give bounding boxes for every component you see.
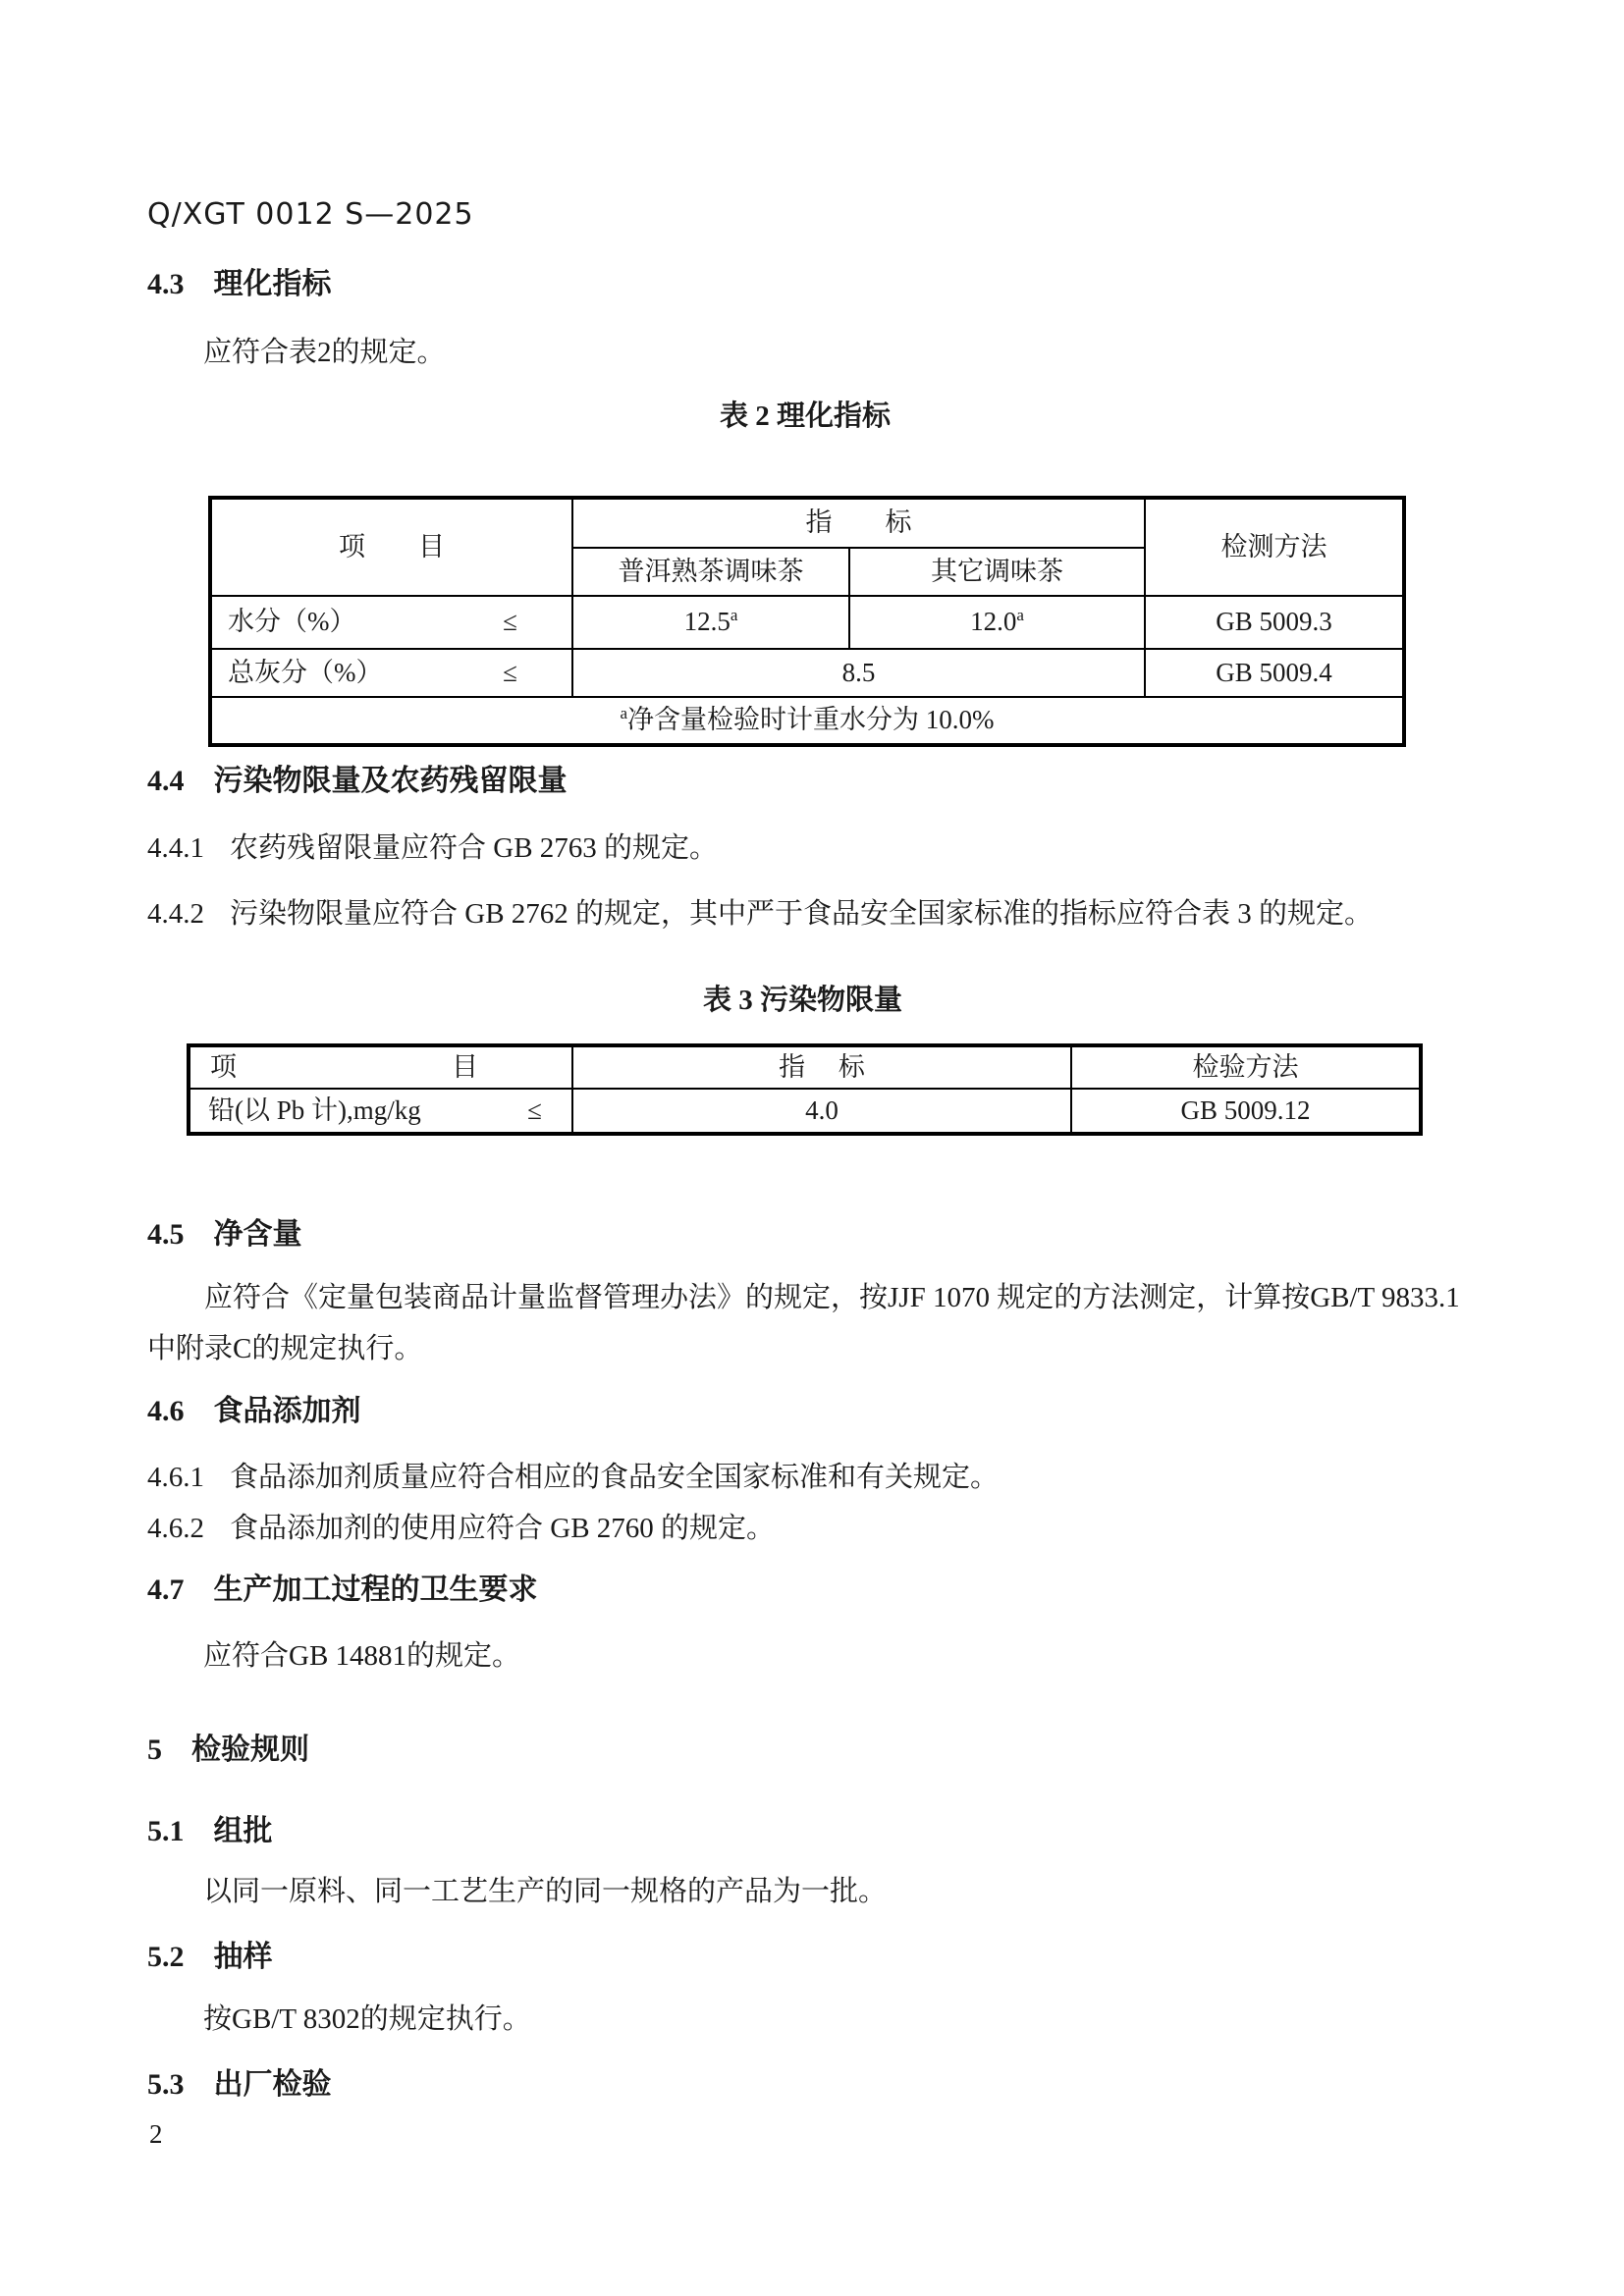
section-5-3-heading: 5.3 出厂检验 [147, 2068, 332, 2101]
item-operator: ≤ [503, 607, 517, 637]
section-number: 4.3 [147, 268, 185, 300]
section-title: 理化指标 [213, 268, 332, 300]
item-label: 水分（%） [228, 607, 356, 637]
table-row [210, 649, 1404, 697]
page-number: 2 [149, 2119, 163, 2149]
section-5-heading: 5 检验规则 [147, 1734, 309, 1766]
table-2-footnote-row [210, 697, 1404, 745]
table-3-caption: 表 3 污染物限量 [702, 985, 902, 1016]
footnote-marker: a [1016, 606, 1024, 625]
table-2-ash-item [210, 649, 572, 697]
section-5-2-body: 按GB/T 8302的规定执行。 [203, 2003, 531, 2035]
table-2-header-puer: 普洱熟茶调味茶 [572, 548, 849, 596]
item-label: 铅(以 Pb 计),mg/kg [208, 1095, 421, 1125]
table-2-footnote: $^a$净含量检验时计重水分为 10.0% [210, 697, 1404, 745]
section-5-1-heading: 5.1 组批 [147, 1815, 273, 1847]
clause-4-4-1: 4.4.1 农药残留限量应符合 GB 2763 的规定。 [147, 832, 719, 864]
section-4-4-heading: 4.4 污染物限量及农药残留限量 [147, 765, 568, 797]
table-2-moisture-other-value: 12.0$^a$ [849, 596, 1145, 649]
table-2-moisture-puer-value: 12.5$^a$ [572, 596, 849, 649]
section-4-3-body: 应符合表2的规定。 [203, 337, 446, 368]
table-3-contaminant-limits [187, 1043, 1423, 1136]
clause-4-6-1: 4.6.1 食品添加剂质量应符合相应的食品安全国家标准和有关规定。 [147, 1462, 1000, 1493]
table-3-header-row [189, 1045, 1421, 1089]
table-2-caption: 表 2 理化指标 [719, 400, 891, 432]
table-3-lead-value: 4.0 [572, 1089, 1071, 1134]
table-3-header-item: 项 目 [189, 1045, 572, 1089]
table-2-moisture-method: GB 5009.3 [1145, 596, 1404, 649]
section-4-5-heading: 4.5 净含量 [147, 1218, 302, 1251]
table-2-ash-method: GB 5009.4 [1145, 649, 1404, 697]
table-row [189, 1089, 1421, 1134]
section-4-3-heading [147, 267, 332, 302]
table-2-header-item: 项 目 [210, 498, 572, 596]
table-3-lead-method: GB 5009.12 [1071, 1089, 1421, 1134]
section-4-6-heading: 4.6 食品添加剂 [147, 1395, 361, 1427]
clause-4-6-2: 4.6.2 食品添加剂的使用应符合 GB 2760 的规定。 [147, 1513, 776, 1544]
section-4-5-body: 应符合《定量包装商品计量监督管理办法》的规定，按JJF 1070 规定的方法测定，计算按GB/T 9833.1 中附录C的规定执行。 [147, 1282, 1460, 1364]
table-2-header-other: 其它调味茶 [849, 548, 1145, 596]
item-operator: ≤ [503, 657, 517, 687]
table-3-header-indicator: 指 标 [572, 1045, 1071, 1089]
section-5-2-heading: 5.2 抽样 [147, 1941, 273, 1973]
table-2-ash-merged-value: 8.5 [572, 649, 1145, 697]
item-operator: ≤ [527, 1095, 542, 1125]
table-3-header-method: 检验方法 [1071, 1045, 1421, 1089]
table-2-moisture-item [210, 596, 572, 649]
footnote-marker: a [620, 704, 628, 723]
item-label: 总灰分（%） [228, 657, 383, 687]
table-2-header-method: 检测方法 [1145, 498, 1404, 596]
table-row [210, 596, 1404, 649]
section-4-7-heading: 4.7 生产加工过程的卫生要求 [147, 1574, 538, 1606]
table-2-header-indicator: 指 标 [572, 498, 1145, 548]
clause-4-4-2: 4.4.2 污染物限量应符合 GB 2762 的规定，其中严于食品安全国家标准的指标应符合表 3 的规定。 [147, 898, 1374, 930]
section-4-7-body: 应符合GB 14881的规定。 [203, 1640, 521, 1672]
table-3-lead-item [189, 1089, 572, 1134]
document-number: Q/XGT 0012 S—2025 [147, 197, 474, 232]
section-5-1-body: 以同一原料、同一工艺生产的同一规格的产品为一批。 [203, 1876, 888, 1907]
footnote-marker: a [730, 606, 738, 625]
table-2-physical-chemical-indicators [208, 496, 1406, 747]
table-2-header-row-1 [210, 498, 1404, 548]
